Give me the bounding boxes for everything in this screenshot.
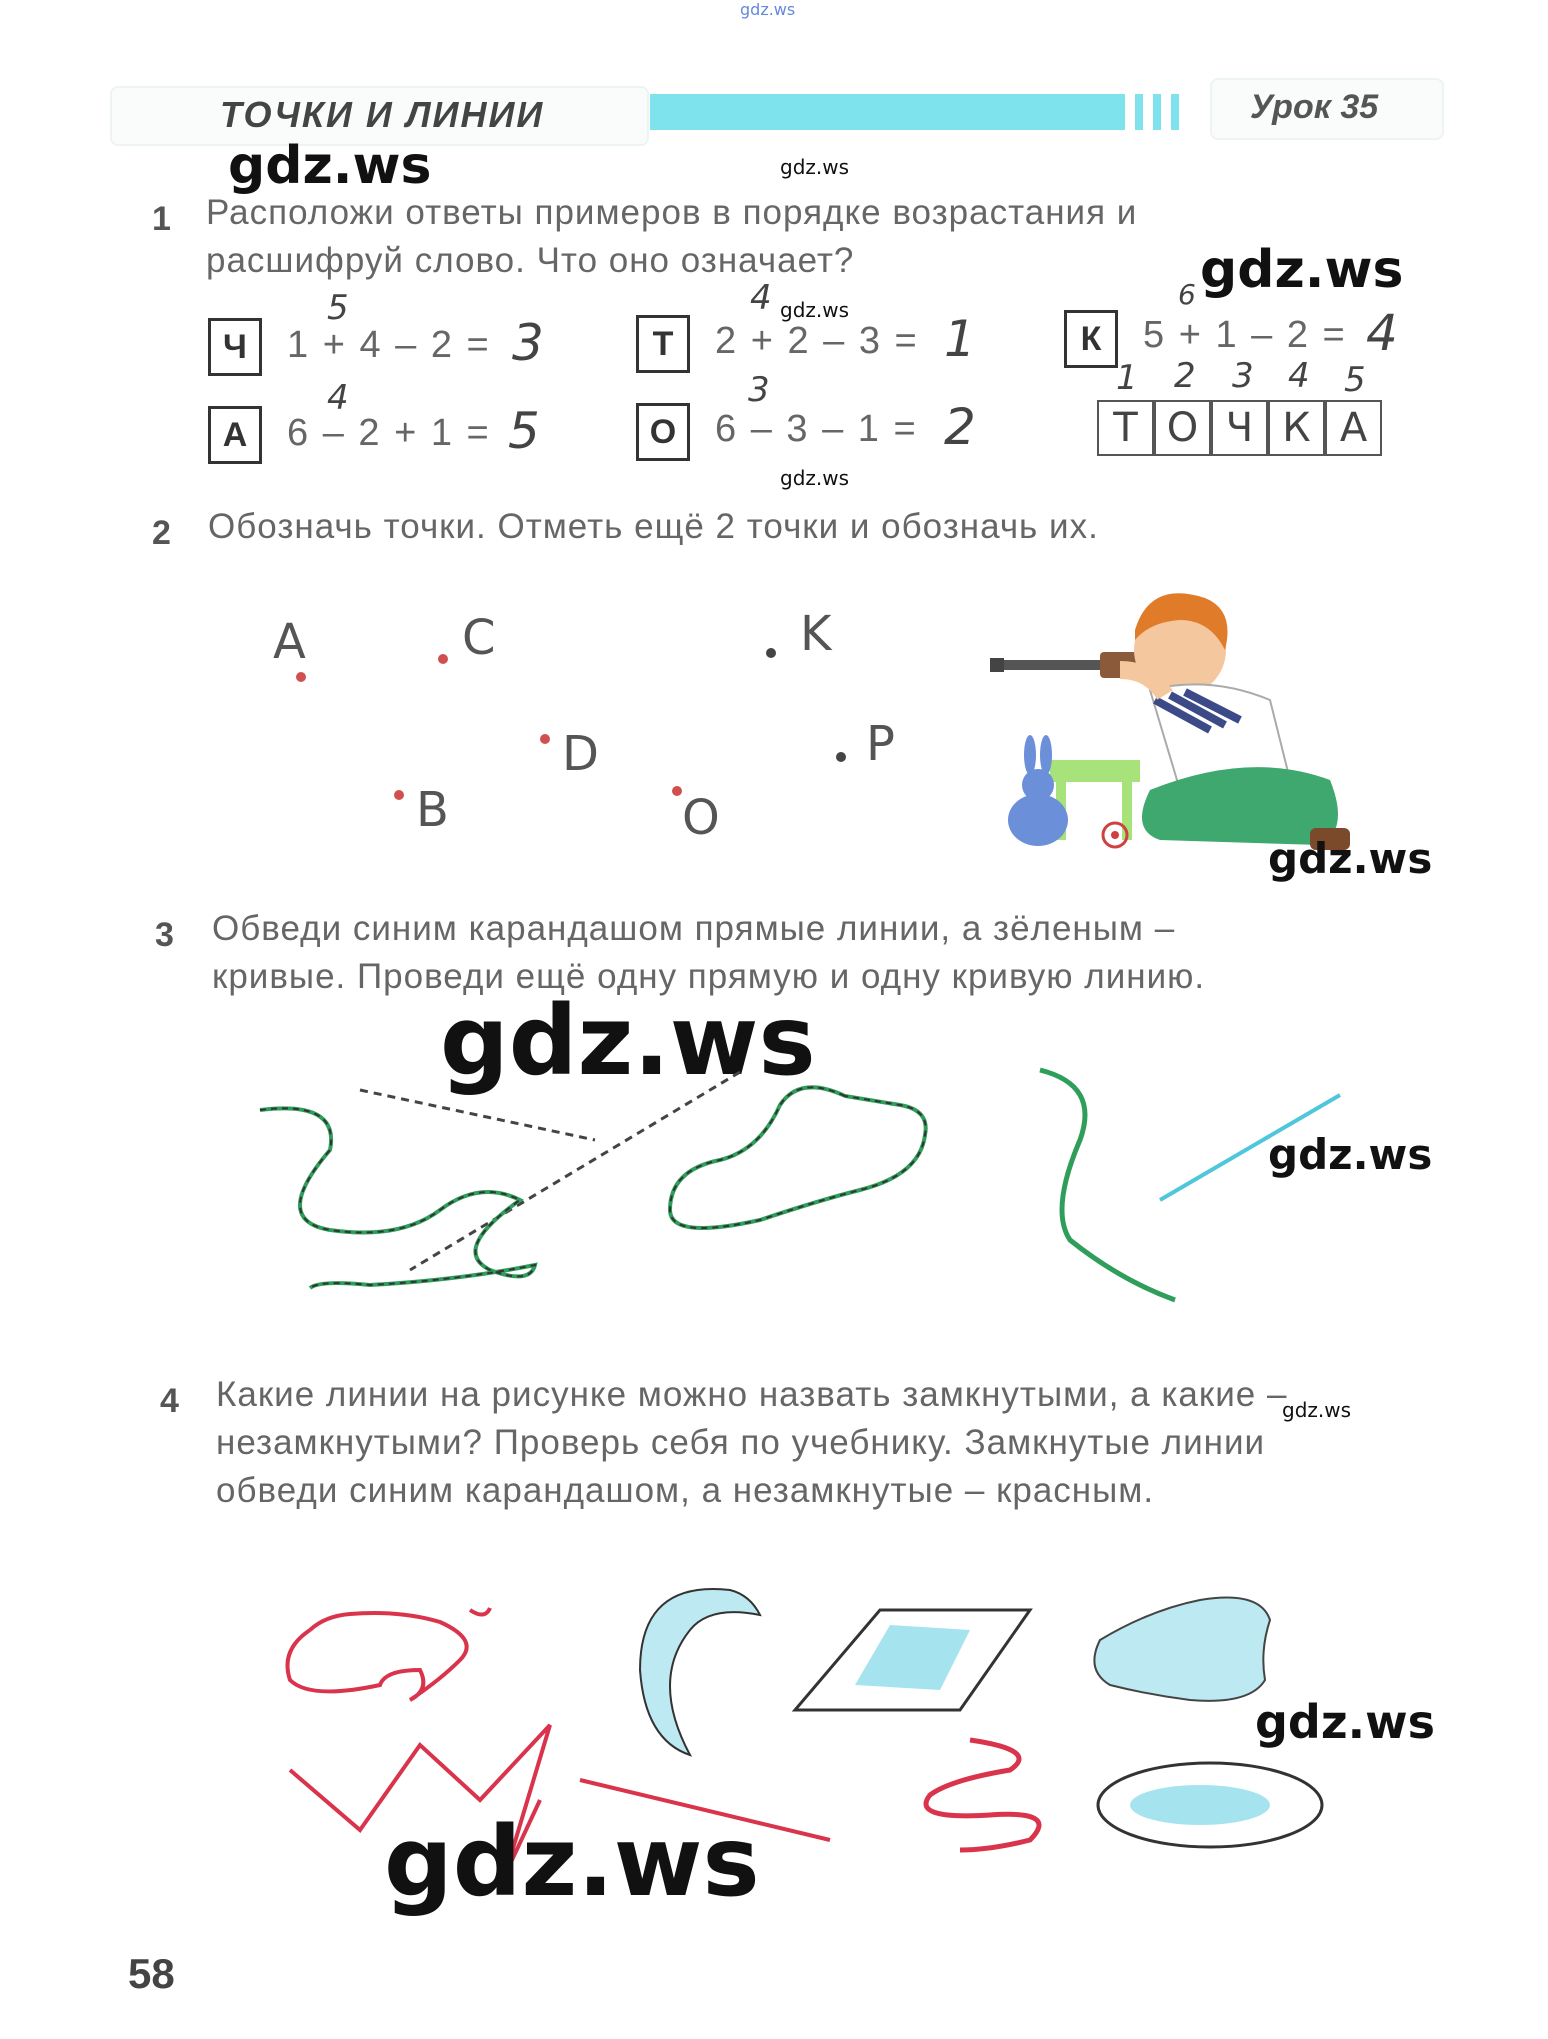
watermark: gdz.ws [740,0,796,19]
letter-box-o: О [636,403,690,461]
task2-number: 2 [152,514,171,552]
point-label-a: A [273,614,306,670]
page-number: 58 [128,1950,175,1997]
watermark: gdz.ws [384,1806,760,1918]
point-k [766,648,776,658]
watermark: gdz.ws [1200,240,1404,300]
expression-ch: 1 + 4 – 2 = [287,324,491,366]
header-lesson: Урок 35 [1250,88,1379,126]
point-c [438,654,448,664]
handwritten-note-k: 6 [1178,278,1196,311]
word-grid [1097,400,1382,456]
letter-box-k: К [1064,310,1118,368]
handwritten-answer-o: 2 [944,398,976,456]
expression-o: 6 – 3 – 1 = [715,408,918,450]
point-b [394,790,404,800]
point-a [296,672,306,682]
point-label-k: K [800,606,832,662]
task2-text: Обозначь точки. Отметь ещё 2 точки и обозначь их. [208,507,1099,546]
point-label-c: C [462,610,496,666]
boy-with-rifle-illustration [990,580,1400,870]
point-label-b: B [416,782,449,838]
header-bar [110,86,1440,142]
watermark: gdz.ws [440,985,816,1097]
word-cell: А [1325,400,1382,456]
handwritten-answer-t: 1 [944,310,976,368]
word-cell: О [1154,400,1211,456]
point-p [836,752,846,762]
letter-box-t: Т [636,315,690,373]
point-label-o: O [682,790,720,846]
expression-k: 5 + 1 – 2 = [1143,314,1347,356]
expression-a: 6 – 2 + 1 = [287,412,491,454]
header-title: ТОЧКИ И ЛИНИИ [220,94,545,135]
task1-number: 1 [152,200,171,238]
word-cell: Т [1097,400,1154,456]
task3-number: 3 [155,916,174,954]
handwritten-note-t: 4 [750,278,772,318]
header-stripe-tick [1153,94,1161,130]
order-number: 5 [1344,360,1366,400]
watermark: gdz.ws [1268,1130,1433,1179]
order-number: 4 [1288,356,1310,396]
watermark: gdz.ws [1268,834,1433,883]
header-stripe-tick [1135,94,1143,130]
point-o [672,786,682,796]
letter-box-a: А [208,406,262,464]
watermark: gdz.ws [780,298,850,322]
header-stripe-tick [1171,94,1179,130]
task4-text-line2: незамкнутыми? Проверь себя по учебнику. Замкнутые линии [216,1423,1266,1462]
point-label-d: D [562,726,599,782]
order-number: 2 [1174,356,1196,396]
task1-text-line2: расшифруй слово. Что оно означает? [206,241,855,280]
task3-text-line2: кривые. Проведи ещё одну прямую и одну кривую линию. [212,957,1206,996]
task4-text-line1: Какие линии на рисунке можно назвать замкнутыми, а какие – [216,1375,1288,1414]
handwritten-answer-k: 4 [1366,304,1398,362]
order-number: 3 [1232,356,1254,396]
watermark: gdz.ws [780,155,850,179]
order-number: 1 [1116,358,1138,398]
task1-text-line1: Расположи ответы примеров в порядке возрастания и [206,193,1138,232]
watermark: gdz.ws [1282,1398,1352,1422]
task4-text-line3: обведи синим карандашом, а незамкнутые – красным. [216,1471,1155,1510]
point-d [540,734,550,744]
watermark: gdz.ws [780,466,850,490]
task4-number: 4 [160,1382,179,1420]
lines-drawing-task3 [200,1040,1400,1320]
header-cyan-stripe [650,94,1125,130]
handwritten-note-ch: 5 [327,288,349,328]
handwritten-note-a: 4 [327,378,349,418]
handwritten-answer-a: 5 [508,402,540,460]
letter-box-ch: Ч [208,318,262,376]
task3-text-line1: Обведи синим карандашом прямые линии, а зёленым – [212,909,1176,948]
watermark: gdz.ws [1255,1695,1435,1749]
expression-t: 2 + 2 – 3 = [715,320,919,362]
watermark: gdz.ws [228,136,432,196]
point-label-p: P [866,716,895,772]
handwritten-note-o: 3 [748,370,770,410]
word-cell: К [1268,400,1325,456]
handwritten-answer-ch: 3 [512,314,544,372]
word-cell: Ч [1211,400,1268,456]
